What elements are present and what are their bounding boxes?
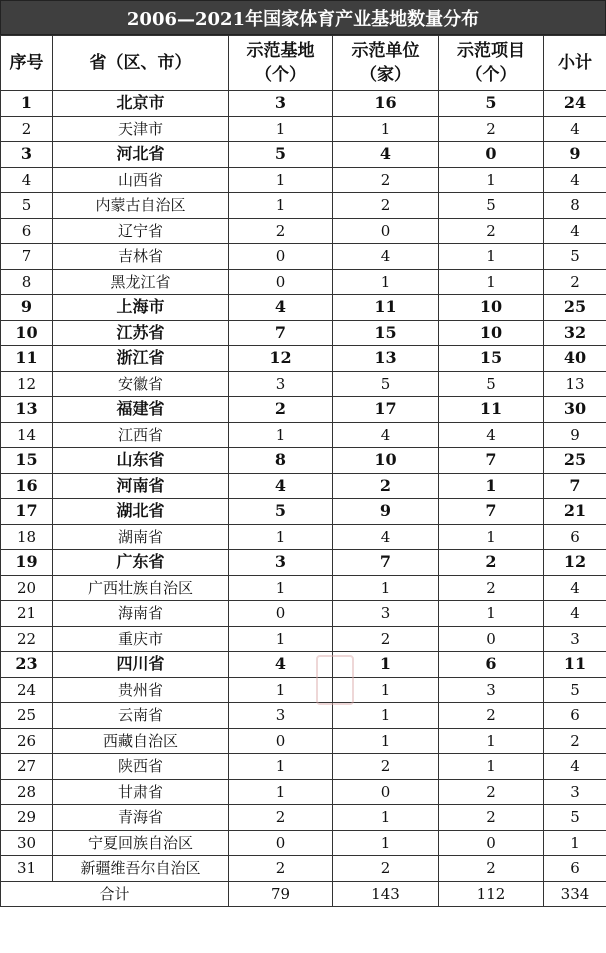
row-index: 12 [1, 371, 53, 397]
row-project: 1 [439, 167, 544, 193]
row-province: 山东省 [53, 448, 229, 474]
row-base: 3 [229, 550, 333, 576]
header-project-line2: （个） [465, 65, 517, 85]
table-row [1, 218, 606, 244]
row-unit: 10 [333, 448, 439, 474]
row-province: 陕西省 [53, 754, 229, 780]
table-row [1, 728, 606, 754]
row-project: 2 [439, 550, 544, 576]
row-subtotal: 4 [544, 116, 606, 142]
table-row [1, 779, 606, 805]
header-unit [333, 36, 439, 91]
row-subtotal: 11 [544, 652, 606, 678]
distribution-table [0, 35, 606, 907]
row-index: 20 [1, 575, 53, 601]
row-unit: 4 [333, 244, 439, 270]
table-row [1, 167, 606, 193]
row-unit: 0 [333, 779, 439, 805]
row-project: 1 [439, 601, 544, 627]
table-row [1, 193, 606, 219]
row-base: 2 [229, 397, 333, 423]
table-row [1, 677, 606, 703]
row-index: 23 [1, 652, 53, 678]
row-unit: 4 [333, 524, 439, 550]
table-row [1, 448, 606, 474]
row-province: 浙江省 [53, 346, 229, 372]
row-province: 山西省 [53, 167, 229, 193]
row-subtotal: 5 [544, 677, 606, 703]
row-subtotal: 8 [544, 193, 606, 219]
row-province: 辽宁省 [53, 218, 229, 244]
row-project: 2 [439, 218, 544, 244]
table-row [1, 830, 606, 856]
row-province: 新疆维吾尔自治区 [53, 856, 229, 882]
row-province: 北京市 [53, 91, 229, 117]
row-base: 1 [229, 193, 333, 219]
row-province: 西藏自治区 [53, 728, 229, 754]
row-project: 2 [439, 703, 544, 729]
row-index: 14 [1, 422, 53, 448]
row-unit: 3 [333, 601, 439, 627]
row-base: 1 [229, 754, 333, 780]
row-project: 0 [439, 142, 544, 168]
row-unit: 2 [333, 167, 439, 193]
row-index: 27 [1, 754, 53, 780]
row-unit: 2 [333, 626, 439, 652]
row-unit: 16 [333, 91, 439, 117]
row-base: 8 [229, 448, 333, 474]
row-project: 11 [439, 397, 544, 423]
table-row [1, 116, 606, 142]
row-base: 1 [229, 422, 333, 448]
row-base: 0 [229, 601, 333, 627]
total-base: 79 [229, 881, 333, 906]
row-base: 4 [229, 652, 333, 678]
table-row [1, 91, 606, 117]
row-unit: 17 [333, 397, 439, 423]
row-base: 7 [229, 320, 333, 346]
row-base: 12 [229, 346, 333, 372]
row-base: 1 [229, 167, 333, 193]
row-base: 0 [229, 830, 333, 856]
table-body [1, 91, 606, 907]
row-index: 11 [1, 346, 53, 372]
row-province: 广东省 [53, 550, 229, 576]
row-index: 16 [1, 473, 53, 499]
row-index: 26 [1, 728, 53, 754]
row-base: 3 [229, 703, 333, 729]
row-project: 2 [439, 856, 544, 882]
row-base: 1 [229, 575, 333, 601]
row-subtotal: 32 [544, 320, 606, 346]
row-project: 1 [439, 524, 544, 550]
row-subtotal: 25 [544, 448, 606, 474]
table-row [1, 397, 606, 423]
row-index: 7 [1, 244, 53, 270]
header-project [439, 36, 544, 91]
row-subtotal: 5 [544, 805, 606, 831]
row-index: 2 [1, 116, 53, 142]
row-subtotal: 30 [544, 397, 606, 423]
header-base-line2: （个） [255, 65, 306, 85]
table-row [1, 499, 606, 525]
row-unit: 1 [333, 677, 439, 703]
row-unit: 1 [333, 269, 439, 295]
row-unit: 9 [333, 499, 439, 525]
row-project: 5 [439, 371, 544, 397]
row-project: 1 [439, 244, 544, 270]
row-subtotal: 9 [544, 142, 606, 168]
row-province: 宁夏回族自治区 [53, 830, 229, 856]
row-subtotal: 2 [544, 728, 606, 754]
row-project: 1 [439, 269, 544, 295]
row-index: 19 [1, 550, 53, 576]
row-index: 5 [1, 193, 53, 219]
table-row [1, 856, 606, 882]
row-base: 5 [229, 142, 333, 168]
row-index: 24 [1, 677, 53, 703]
row-province: 甘肃省 [53, 779, 229, 805]
row-subtotal: 13 [544, 371, 606, 397]
row-index: 22 [1, 626, 53, 652]
row-project: 7 [439, 448, 544, 474]
row-project: 15 [439, 346, 544, 372]
row-index: 31 [1, 856, 53, 882]
row-index: 13 [1, 397, 53, 423]
row-index: 30 [1, 830, 53, 856]
row-province: 江苏省 [53, 320, 229, 346]
row-province: 贵州省 [53, 677, 229, 703]
table-row [1, 703, 606, 729]
row-province: 四川省 [53, 652, 229, 678]
row-index: 15 [1, 448, 53, 474]
row-province: 福建省 [53, 397, 229, 423]
header-index: 序号 [1, 36, 53, 91]
row-unit: 2 [333, 473, 439, 499]
row-subtotal: 25 [544, 295, 606, 321]
table-title: 2006—2021年国家体育产业基地数量分布 [0, 0, 606, 35]
row-project: 7 [439, 499, 544, 525]
row-unit: 1 [333, 575, 439, 601]
row-province: 湖南省 [53, 524, 229, 550]
row-subtotal: 24 [544, 91, 606, 117]
header-base [229, 36, 333, 91]
row-base: 2 [229, 218, 333, 244]
row-index: 17 [1, 499, 53, 525]
row-subtotal: 4 [544, 167, 606, 193]
row-unit: 1 [333, 805, 439, 831]
header-base-line1: 示范基地 [246, 41, 315, 61]
row-province: 内蒙古自治区 [53, 193, 229, 219]
header-project-line1: 示范项目 [457, 41, 525, 61]
table-row [1, 575, 606, 601]
row-base: 0 [229, 728, 333, 754]
row-subtotal: 4 [544, 218, 606, 244]
table-row [1, 524, 606, 550]
row-subtotal: 6 [544, 524, 606, 550]
row-project: 3 [439, 677, 544, 703]
table-row [1, 805, 606, 831]
row-unit: 1 [333, 728, 439, 754]
total-project: 112 [439, 881, 544, 906]
row-unit: 1 [333, 830, 439, 856]
header-subtotal: 小计 [544, 36, 606, 91]
row-project: 2 [439, 116, 544, 142]
row-base: 3 [229, 371, 333, 397]
row-province: 安徽省 [53, 371, 229, 397]
row-unit: 1 [333, 116, 439, 142]
table-row [1, 601, 606, 627]
header-unit-line2: （家） [360, 65, 411, 85]
row-index: 10 [1, 320, 53, 346]
table-row [1, 652, 606, 678]
total-unit: 143 [333, 881, 439, 906]
row-project: 1 [439, 728, 544, 754]
row-base: 4 [229, 295, 333, 321]
row-subtotal: 1 [544, 830, 606, 856]
row-subtotal: 21 [544, 499, 606, 525]
row-subtotal: 4 [544, 601, 606, 627]
row-index: 29 [1, 805, 53, 831]
total-row [1, 881, 606, 906]
row-subtotal: 3 [544, 626, 606, 652]
row-province: 江西省 [53, 422, 229, 448]
row-subtotal: 12 [544, 550, 606, 576]
row-base: 2 [229, 805, 333, 831]
row-unit: 2 [333, 193, 439, 219]
row-unit: 0 [333, 218, 439, 244]
row-subtotal: 4 [544, 575, 606, 601]
row-subtotal: 4 [544, 754, 606, 780]
row-province: 湖北省 [53, 499, 229, 525]
row-index: 6 [1, 218, 53, 244]
row-base: 5 [229, 499, 333, 525]
total-label: 合计 [1, 881, 229, 906]
row-province: 河南省 [53, 473, 229, 499]
row-index: 9 [1, 295, 53, 321]
row-base: 1 [229, 626, 333, 652]
row-index: 21 [1, 601, 53, 627]
table-row [1, 244, 606, 270]
row-province: 海南省 [53, 601, 229, 627]
row-base: 1 [229, 779, 333, 805]
header-unit-line1: 示范单位 [351, 41, 420, 61]
row-index: 3 [1, 142, 53, 168]
row-project: 5 [439, 91, 544, 117]
row-subtotal: 7 [544, 473, 606, 499]
row-base: 0 [229, 244, 333, 270]
row-unit: 1 [333, 652, 439, 678]
row-unit: 15 [333, 320, 439, 346]
row-unit: 13 [333, 346, 439, 372]
row-subtotal: 9 [544, 422, 606, 448]
row-project: 10 [439, 320, 544, 346]
row-project: 0 [439, 830, 544, 856]
row-project: 10 [439, 295, 544, 321]
table-row [1, 422, 606, 448]
header-row [1, 36, 606, 91]
row-province: 广西壮族自治区 [53, 575, 229, 601]
header-province: 省（区、市） [53, 36, 229, 91]
row-base: 3 [229, 91, 333, 117]
row-project: 1 [439, 473, 544, 499]
row-unit: 4 [333, 142, 439, 168]
total-subtotal: 334 [544, 881, 606, 906]
row-base: 0 [229, 269, 333, 295]
table-row [1, 269, 606, 295]
row-province: 云南省 [53, 703, 229, 729]
row-province: 吉林省 [53, 244, 229, 270]
row-unit: 1 [333, 703, 439, 729]
row-province: 天津市 [53, 116, 229, 142]
row-base: 1 [229, 677, 333, 703]
table-row [1, 320, 606, 346]
row-base: 4 [229, 473, 333, 499]
row-province: 重庆市 [53, 626, 229, 652]
row-project: 4 [439, 422, 544, 448]
row-project: 0 [439, 626, 544, 652]
table-row [1, 754, 606, 780]
table-row [1, 626, 606, 652]
row-base: 1 [229, 116, 333, 142]
table-row [1, 346, 606, 372]
row-project: 2 [439, 779, 544, 805]
row-subtotal: 2 [544, 269, 606, 295]
row-project: 2 [439, 575, 544, 601]
row-unit: 2 [333, 754, 439, 780]
table-row [1, 371, 606, 397]
row-project: 5 [439, 193, 544, 219]
row-index: 28 [1, 779, 53, 805]
row-index: 25 [1, 703, 53, 729]
row-unit: 4 [333, 422, 439, 448]
row-unit: 5 [333, 371, 439, 397]
row-subtotal: 6 [544, 703, 606, 729]
row-unit: 7 [333, 550, 439, 576]
row-base: 1 [229, 524, 333, 550]
row-unit: 2 [333, 856, 439, 882]
row-index: 18 [1, 524, 53, 550]
row-base: 2 [229, 856, 333, 882]
row-project: 6 [439, 652, 544, 678]
row-index: 8 [1, 269, 53, 295]
row-subtotal: 6 [544, 856, 606, 882]
row-province: 青海省 [53, 805, 229, 831]
row-project: 1 [439, 754, 544, 780]
row-subtotal: 3 [544, 779, 606, 805]
row-province: 河北省 [53, 142, 229, 168]
row-province: 上海市 [53, 295, 229, 321]
table-row [1, 550, 606, 576]
row-project: 2 [439, 805, 544, 831]
row-index: 4 [1, 167, 53, 193]
row-unit: 11 [333, 295, 439, 321]
row-province: 黑龙江省 [53, 269, 229, 295]
row-index: 1 [1, 91, 53, 117]
row-subtotal: 5 [544, 244, 606, 270]
table-row [1, 142, 606, 168]
table-row [1, 295, 606, 321]
row-subtotal: 40 [544, 346, 606, 372]
table-row [1, 473, 606, 499]
